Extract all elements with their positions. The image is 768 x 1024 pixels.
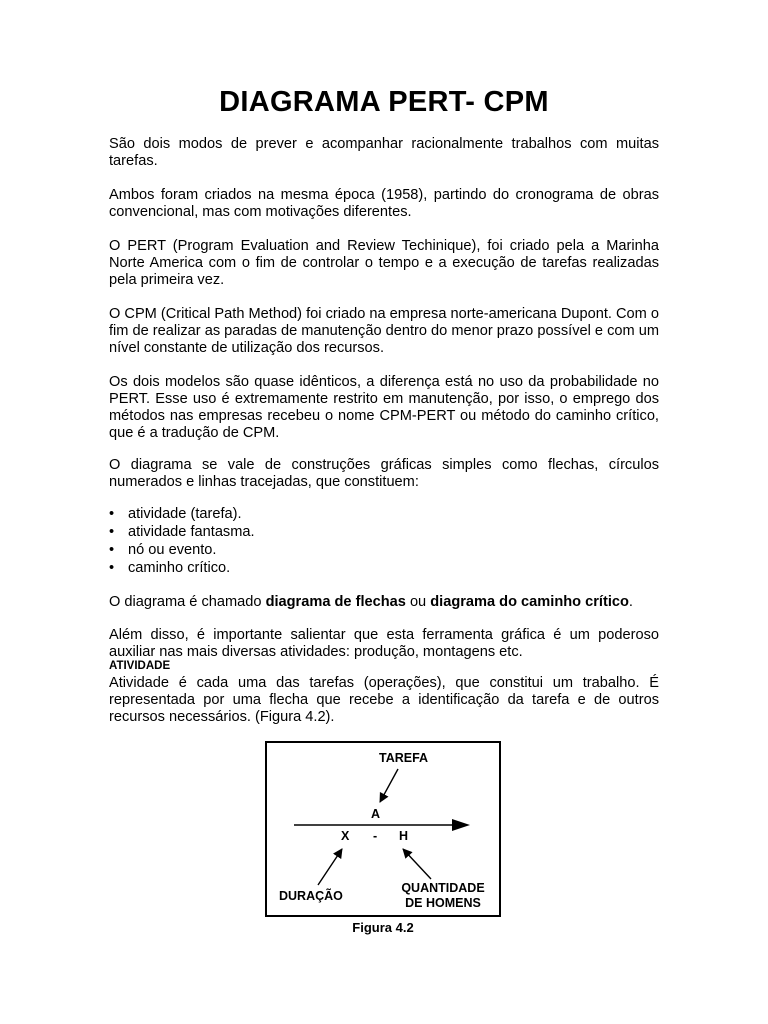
list-item: • nó ou evento. [109,541,659,559]
paragraph-diagram-elements: O diagrama se vale de construções gráficas simples como flechas, círculos numerados e linhas tracejadas, que constituem: [109,457,659,490]
text-span: ou [405,594,431,610]
paragraph-diagram-name [109,594,659,611]
bold-term-critical-path-diagram: diagrama do caminho crítico [430,594,629,610]
activity-arrowhead [452,819,470,831]
elements-list [109,505,659,577]
text-span: . [628,594,633,610]
list-item: • caminho crítico. [109,559,659,577]
quantidade-pointer-arrow [403,849,431,879]
figure-label-quantidade-line2: DE HOMENS [405,896,481,910]
bold-term-arrow-diagram: diagrama de flechas [265,594,406,610]
figure-label-duracao: DURAÇÃO [279,889,343,903]
paragraph-comparison: Os dois modelos são quase idênticos, a diferença está no uso da probabilidade no PERT. Esse uso é extremamente restrito em manutenção, por isso, o emprego dos métodos nas empresas recebeu o nome CPM-PERT ou método do caminho crítico, que é a tradução de CPM. [109,374,659,441]
figure-label-quantidade [393,881,493,911]
tarefa-pointer-arrow [380,769,398,802]
figure-label-quantidade-line1: QUANTIDADE [401,881,485,895]
paragraph-origin: Ambos foram criados na mesma época (1958), partindo do cronograma de obras convencional, mas com motivações diferentes. [109,187,659,220]
page-title: DIAGRAMA PERT- CPM [219,86,549,118]
figure-activity-arrow [265,741,501,917]
figure-label-tarefa: TAREFA [379,751,429,765]
figure-caption: Figura 4.2 [352,920,414,935]
list-item: • atividade fantasma. [109,523,659,541]
list-item: • atividade (tarefa). [109,505,659,523]
figure-label-x: X [341,829,350,843]
paragraph-usefulness: Além disso, é importante salientar que esta ferramenta gráfica é um poderoso auxiliar nas mais diversas atividades: produção, montagens etc. [109,627,659,660]
duracao-pointer-arrow [318,849,342,885]
section-heading-atividade: ATIVIDADE [109,660,171,672]
paragraph-intro: São dois modos de prever e acompanhar racionalmente trabalhos com muitas tarefas. [109,136,659,169]
figure-label-dash: - [373,829,378,843]
figure-label-a: A [371,807,381,821]
paragraph-atividade: Atividade é cada uma das tarefas (operações), que constitui um trabalho. É representada por uma flecha que recebe a identificação da tarefa e de outros recursos necessários. (Figura 4.2). [109,675,659,725]
paragraph-pert: O PERT (Program Evaluation and Review Techinique), foi criado pela a Marinha Norte America com o fim de controlar o tempo e a execução de tarefas realizadas pela primeira vez. [109,238,659,288]
text-span: O diagrama é chamado [109,594,266,610]
paragraph-cpm: O CPM (Critical Path Method) foi criado na empresa norte-americana Dupont. Com o fim de realizar as paradas de manutenção dentro do menor prazo possível e com um nível constante de utilização dos recursos. [109,306,659,356]
figure-label-h: H [399,829,409,843]
